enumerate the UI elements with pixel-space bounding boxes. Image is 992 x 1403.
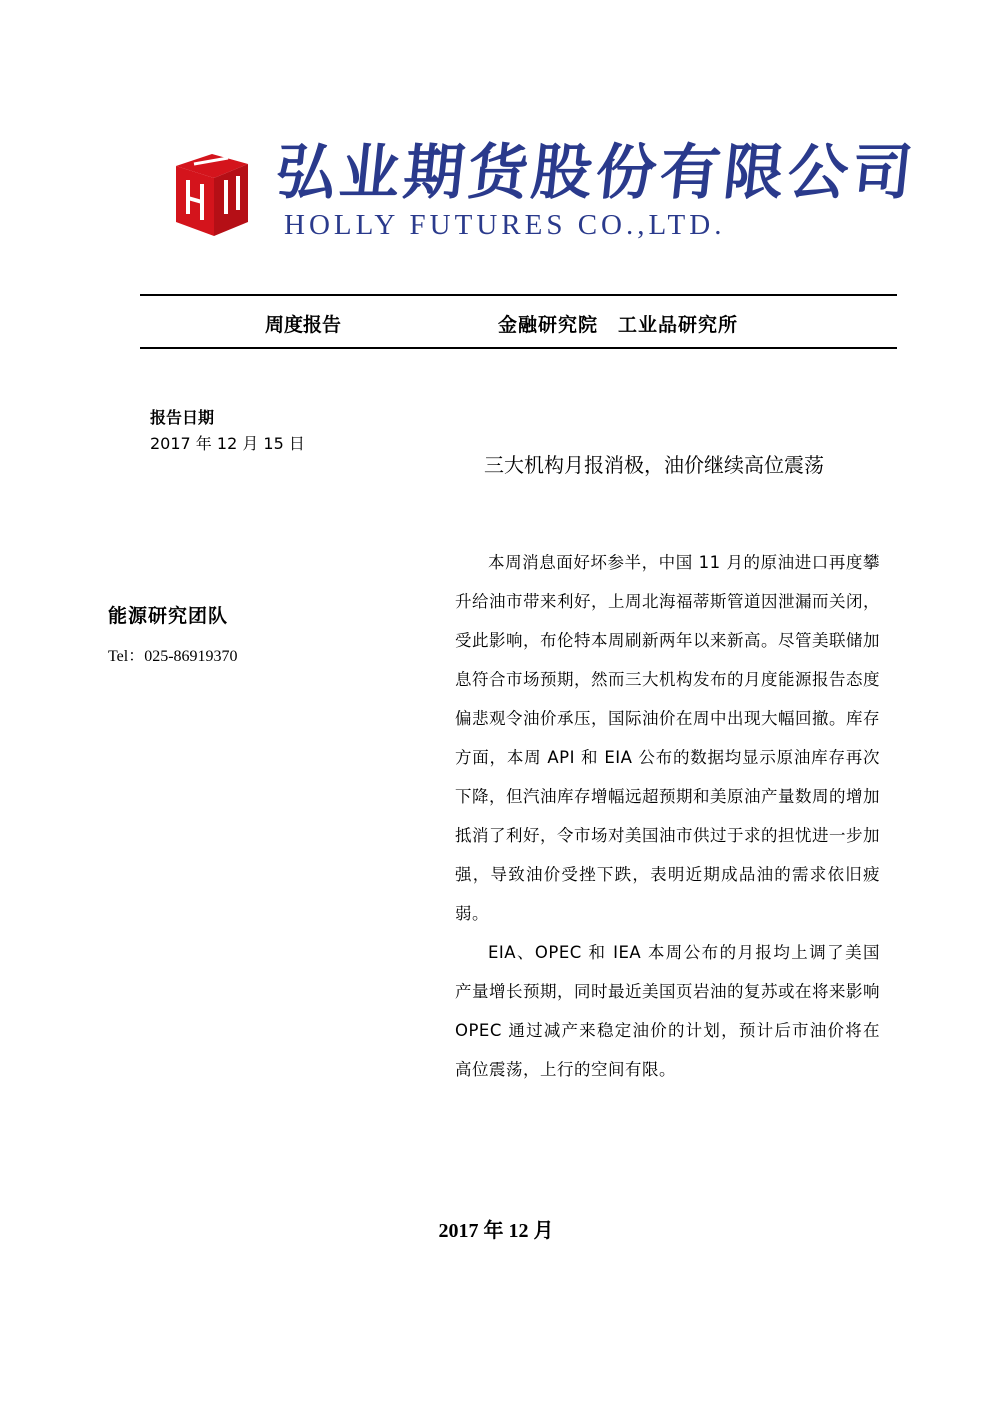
body-paragraph: EIA、OPEC 和 IEA 本周公布的月报均上调了美国产量增长预期，同时最近美国页岩油的复苏或在将来影响 OPEC 通过减产来稳定油价的计划，预计后市油价将在高位震荡，上行的空间有限。: [455, 943, 880, 1079]
team-tel: Tel：025-86919370: [108, 648, 238, 665]
report-type: 周度报告: [265, 314, 342, 336]
institutes: 金融研究院 工业品研究所: [498, 314, 739, 336]
report-date-value: 2017 年 12 月 15 日: [150, 434, 305, 453]
header-bottom-rule: [140, 347, 897, 349]
footer-date: 2017 年 12 月: [438, 1220, 554, 1242]
company-name-cn: 弘业期货股份有限公司: [272, 138, 920, 208]
holly-cube-logo-icon: [168, 144, 252, 236]
report-body: [455, 543, 880, 1089]
report-title: 三大机构月报消极，油价继续高位震荡: [484, 453, 824, 477]
company-name-en: HOLLY FUTURES CO.,LTD.: [284, 209, 726, 241]
report-date-label: 报告日期: [150, 408, 215, 427]
team-name: 能源研究团队: [108, 605, 229, 627]
company-logo: [168, 138, 920, 248]
report-header-bar: [140, 296, 897, 348]
body-paragraph: 本周消息面好坏参半，中国 11 月的原油进口再度攀升给油市带来利好，上周北海福蒂斯管道因泄漏而关闭，受此影响，布伦特本周刷新两年以来新高。尽管美联储加息符合市场预期，然而三大机构发布的月度能源报告态度偏悲观令油价承压，国际油价在周中出现大幅回撤。库存方面，本周 API 和 EIA 公布的数据均显示原油库存再次下降，但汽油库存增幅远超预期和美原油产量数周的增加抵消了利好，令市场对美国油市供过于求的担忧进一步加强，导致油价受挫下跌，表明近期成品油的需求依旧疲弱。: [455, 553, 880, 923]
